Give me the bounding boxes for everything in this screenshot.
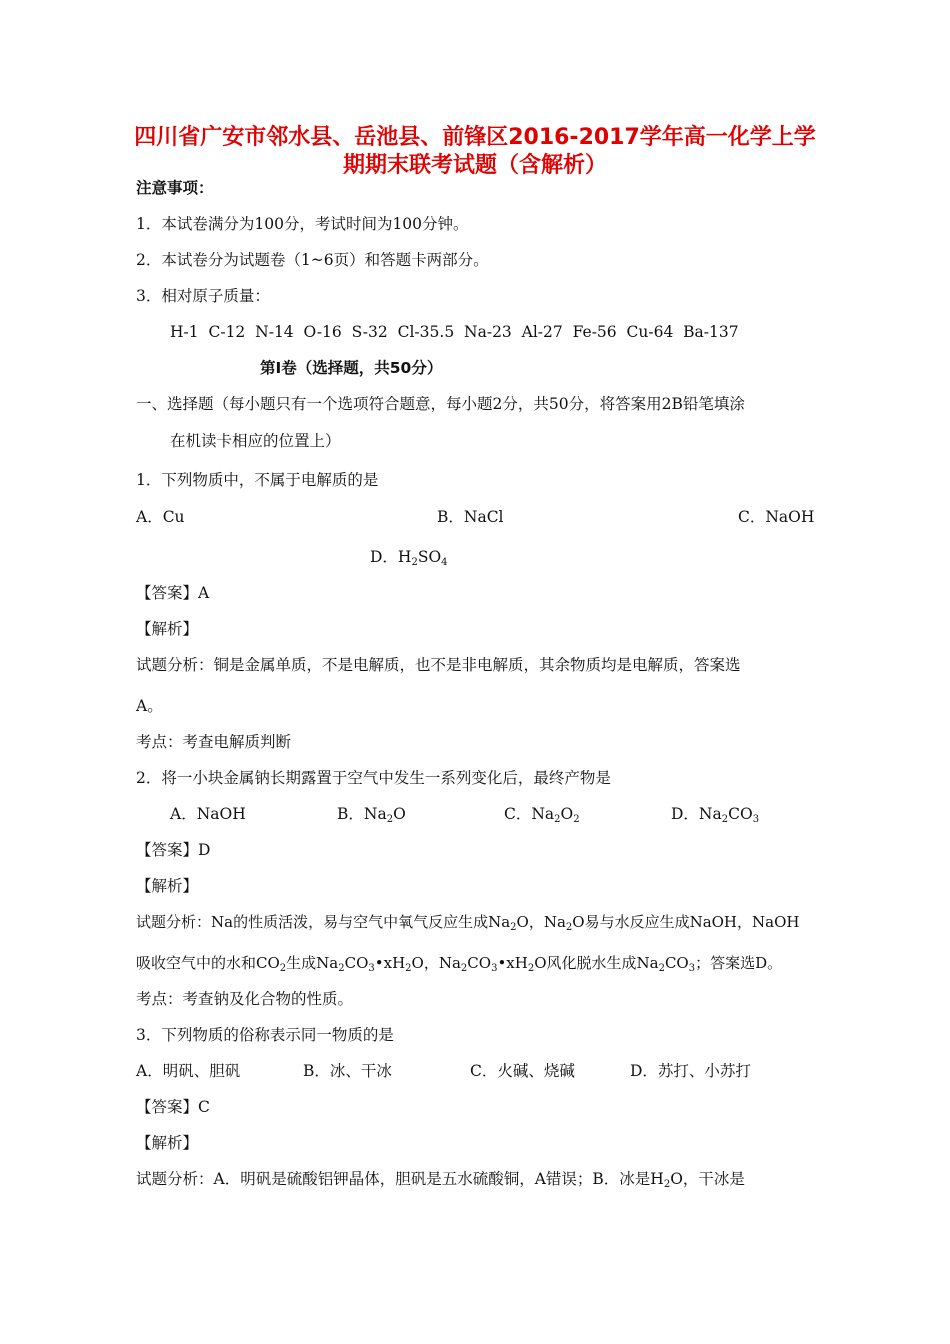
section-heading: 第Ⅰ卷（选择题，共50分） [260, 359, 443, 377]
q2-explanation-1: 试题分析：Na的性质活泼，易与空气中氧气反应生成$Na_2O$，$Na_2O$易与水反应生成NaOH，NaOH [136, 913, 800, 933]
q3-option-b: B．冰、干冰 [303, 1062, 392, 1080]
q3-option-c: C．火碱、烧碱 [470, 1062, 575, 1080]
q2-analysis-label: 【解析】 [136, 877, 199, 895]
q1-option-b: B．NaCl [437, 508, 504, 526]
q1-analysis-label: 【解析】 [136, 620, 199, 638]
note-1: 1．本试卷满分为100分，考试时间为100分钟。 [136, 215, 469, 233]
section-instruction-1: 一、选择题（每小题只有一个选项符合题意，每小题2分，共50分，将答案用2B铅笔填涂 [136, 395, 745, 413]
q2-stem: 2．将一小块金属钠长期露置于空气中发生一系列变化后，最终产物是 [136, 769, 611, 787]
note-3: 3．相对原子质量： [136, 287, 270, 305]
q3-option-a: A．明矾、胆矾 [136, 1062, 241, 1080]
q2-explanation-2: 吸收空气中的水和$CO_2$生成$Na_2CO_3•xH_2O$，$Na_2CO_3•xH_2O$风化脱水生成$Na_2CO_3$；答案选D。 [136, 954, 783, 974]
notes-heading: 注意事项： [136, 179, 214, 197]
q2-option-d: D．$Na_2CO_3$ [671, 805, 760, 825]
q3-analysis-label: 【解析】 [136, 1134, 199, 1152]
q3-explanation: 试题分析：A．明矾是硫酸铝钾晶体，胆矾是五水硫酸铜，A错误；B．冰是$H_2O$，干冰是 [136, 1170, 745, 1190]
q2-option-a: A．NaOH [170, 805, 246, 823]
q1-option-d: D．$H_2SO_4$ [370, 548, 448, 568]
q3-answer: 【答案】C [136, 1098, 210, 1116]
q2-option-b: B．$Na_2O$ [337, 805, 406, 825]
q1-answer: 【答案】A [136, 584, 210, 602]
q1-knowledge-point: 考点：考查电解质判断 [136, 733, 292, 751]
title-line-2: 期期末联考试题（含解析） [342, 153, 607, 178]
q2-answer: 【答案】D [136, 841, 211, 859]
q1-explanation-2: A。 [136, 697, 163, 715]
q1-option-c: C．NaOH [738, 508, 815, 526]
q2-knowledge-point: 考点：考查钠及化合物的性质。 [136, 990, 354, 1008]
q1-explanation-1: 试题分析：铜是金属单质，不是电解质，也不是非电解质，其余物质均是电解质，答案选 [136, 656, 741, 674]
q3-option-d: D．苏打、小苏打 [630, 1062, 751, 1080]
q3-stem: 3．下列物质的俗称表示同一物质的是 [136, 1026, 394, 1044]
note-2: 2．本试卷分为试题卷（1~6页）和答题卡两部分。 [136, 251, 489, 269]
title-line-1: 四川省广安市邻水县、岳池县、前锋区2016-2017学年高一化学上学 [134, 125, 816, 150]
section-instruction-2: 在机读卡相应的位置上） [170, 432, 341, 450]
q1-stem: 1．下列物质中，不属于电解质的是 [136, 471, 379, 489]
q1-option-a: A．Cu [136, 508, 185, 526]
atomic-masses: H-1 C-12 N-14 O-16 S-32 Cl-35.5 Na-23 Al-27 Fe-56 Cu-64 Ba-137 [170, 323, 739, 341]
q2-option-c: C．$Na_2O_2$ [504, 805, 580, 825]
